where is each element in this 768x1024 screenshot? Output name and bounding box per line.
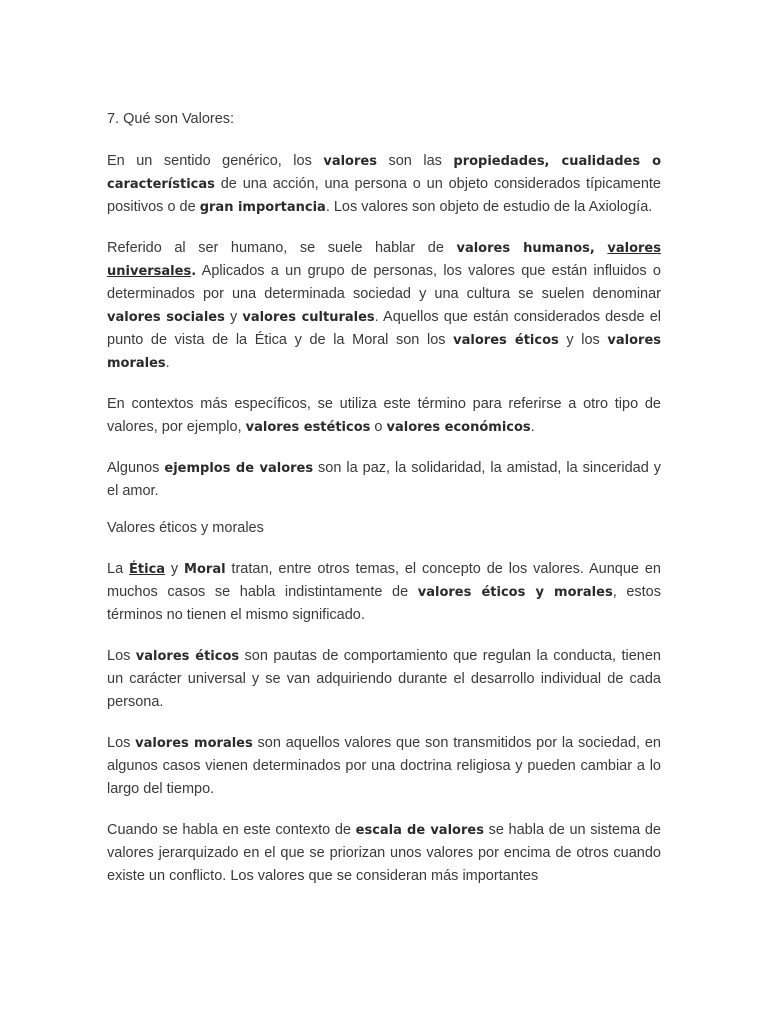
bold-term-valores: valores xyxy=(323,154,377,169)
paragraph-examples: Algunos ejemplos de valores son la paz, la solidaridad, la amistad, la sinceridad y el amor. xyxy=(107,460,661,499)
subsection-heading: Valores éticos y morales xyxy=(107,520,264,536)
link-etica[interactable]: Ética xyxy=(129,562,166,577)
bold-term-escala-de-valores: escala de valores xyxy=(355,823,484,838)
bold-term-valores-eticos: valores éticos xyxy=(453,333,559,348)
bold-term-valores-sociales: valores sociales xyxy=(107,310,225,325)
paragraph-human-values: Referido al ser humano, se suele hablar de valores humanos, valores universales. Aplicados a un grupo de personas, los valores que están influidos o determinados por una determinada sociedad y una cultura se suelen denominar valores sociales y valores culturales. Aquellos que están considerados desde el punto de vista de la Ética y de la Moral son los valores éticos y los valores morales. xyxy=(107,240,662,371)
paragraph-definition: En un sentido genérico, los valores son las propiedades, cualidades o características de una acción, una persona o un objeto considerados típicamente positivos o de gran importancia. Los valores son objeto de estudio de la Axiología. xyxy=(107,153,662,215)
section-heading: 7. Qué son Valores: xyxy=(107,111,235,127)
bold-term-gran-importancia: gran importancia xyxy=(199,200,326,215)
bold-term-ejemplos: ejemplos de valores xyxy=(164,461,314,476)
bold-term-valores-eticos-y-morales: valores éticos y morales xyxy=(417,585,613,600)
paragraph-valores-eticos: Los valores éticos son pautas de comportamiento que regulan la conducta, tienen un carácter universal y se van adquiriendo durante el desarrollo individual de cada persona. xyxy=(107,648,661,710)
page-cutoff xyxy=(107,819,661,887)
paragraph-valores-morales: Los valores morales son aquellos valores que son transmitidos por la sociedad, en algunos casos vienen determinados por una doctrina religiosa y pueden cambiar a lo largo del tiempo. xyxy=(107,735,661,797)
link-valores-universales[interactable]: valores universales xyxy=(107,241,661,279)
bold-term-valores-morales-2: valores morales xyxy=(135,736,253,751)
bold-term-valores-morales: valores morales xyxy=(107,333,662,371)
bold-term-valores-humanos: valores humanos, xyxy=(456,241,595,256)
bold-term-valores-economicos: valores económicos xyxy=(386,420,531,435)
bold-term-valores-culturales: valores culturales xyxy=(242,310,375,325)
paragraph-escala-de-valores: Cuando se habla en este contexto de escala de valores se habla de un sistema de valores jerarquizado en el que se priorizan unos valores por encima de otros cuando existe un conflicto. Los valores que se consideran más importantes xyxy=(107,822,661,884)
paragraph-etica-moral: La Ética y Moral tratan, entre otros temas, el concepto de los valores. Aunque en muchos casos se habla indistintamente de valores éticos y morales, estos términos no tienen el mismo significado. xyxy=(107,561,661,623)
bold-term-propiedades: propiedades, cualidades o características xyxy=(107,154,662,192)
bold-term-moral: Moral xyxy=(184,562,226,577)
paragraph-specific-contexts: En contextos más específicos, se utiliza este término para referirse a otro tipo de valores, por ejemplo, valores estéticos o valores económicos. xyxy=(107,396,661,435)
bold-term-valores-esteticos: valores estéticos xyxy=(245,420,371,435)
bold-term-valores-eticos-2: valores éticos xyxy=(135,649,240,664)
